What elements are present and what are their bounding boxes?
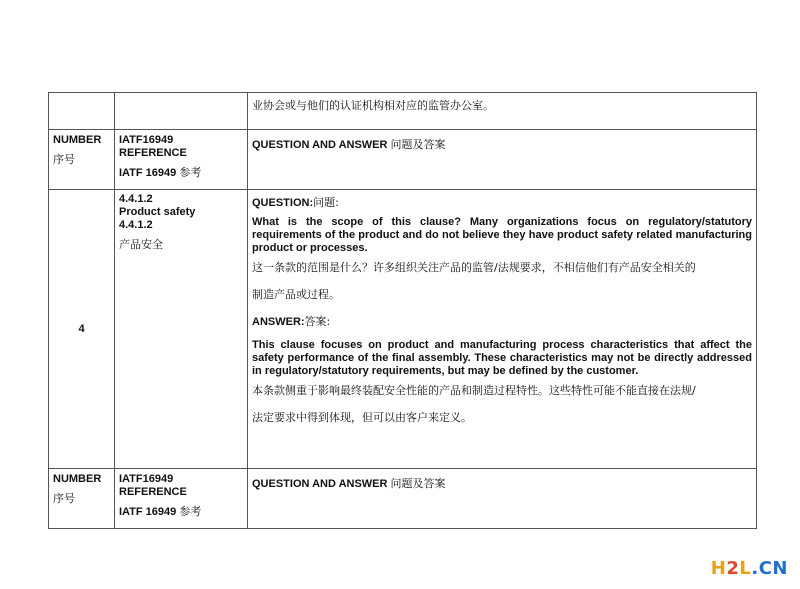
question-label-cn: 问题:: [313, 196, 339, 209]
ref-line2: REFERENCE: [119, 147, 187, 159]
number-label: NUMBER: [53, 134, 102, 146]
ref-line3-en: IATF 16949: [119, 506, 177, 518]
clause-number: 4.4.1.2: [119, 193, 153, 205]
question-text-cn-line2: 制造产品或过程。: [252, 288, 340, 301]
answer-text-cn-line2: 法定要求中得到体现，但可以由客户来定义。: [252, 411, 472, 424]
watermark-cn: .CN: [751, 558, 788, 579]
item-number: 4: [49, 190, 115, 469]
header2-qa-cell: [248, 469, 757, 529]
continued-text: 业协会或与他们的认证机构相对应的监管办公室。: [252, 99, 494, 112]
header-row: [49, 130, 757, 190]
header2-ref-cell: [115, 469, 248, 529]
site-watermark-logo: [711, 558, 788, 579]
qa-heading-en: QUESTION AND ANSWER: [252, 478, 388, 490]
continued-row: [49, 93, 757, 130]
header-row-repeat: [49, 469, 757, 529]
answer-text-cn-line1: 本条款侧重于影响最终装配安全性能的产品和制造过程特性。这些特性可能不能直接在法规/: [252, 384, 696, 397]
ref-line1: IATF16949: [119, 134, 174, 146]
item-ref-cell: [115, 190, 248, 469]
watermark-l: L: [739, 558, 752, 579]
answer-text-en: This clause focuses on product and manufacturing process characteristics that affect the safety performance of the final assembly. These characteristics may not be directly addressed in regulatory/statutory requirements, but may be defined by the customer.: [252, 339, 752, 377]
clause-title-cn: 产品安全: [119, 238, 163, 251]
question-text-cn-line1: 这一条款的范围是什么？许多组织关注产品的监管/法规要求，不相信他们有产品安全相关的: [252, 261, 696, 274]
item-row: [49, 190, 757, 469]
ref-line3-en: IATF 16949: [119, 167, 177, 179]
question-label: QUESTION:: [252, 197, 314, 209]
header-qa-cell: [248, 130, 757, 190]
header2-number-cell: [49, 469, 115, 529]
continued-text-cell: [248, 93, 757, 130]
clause-title: Product safety: [119, 206, 196, 218]
qa-heading-cn: 问题及答案: [390, 138, 446, 151]
ref-line3-cn: 参考: [179, 505, 202, 518]
number-label-cn: 序号: [53, 492, 75, 505]
qa-heading-en: QUESTION AND ANSWER: [252, 139, 388, 151]
ref-line3-cn: 参考: [179, 166, 202, 179]
question-text-en: What is the scope of this clause? Many organizations focus on regulatory/statutory requirements of the product and do not believe they have product safety related manufacturing product or processes.: [252, 216, 752, 254]
number-label-cn: 序号: [53, 153, 75, 166]
continued-number-cell: [49, 93, 115, 130]
header-ref-cell: [115, 130, 248, 190]
qa-table: [48, 92, 757, 529]
clause-number-repeat: 4.4.1.2: [119, 219, 153, 231]
answer-label-cn: 答案:: [304, 315, 331, 328]
ref-line1: IATF16949: [119, 473, 174, 485]
item-qa-cell: [248, 190, 757, 469]
header-number-cell: [49, 130, 115, 190]
number-label: NUMBER: [53, 473, 102, 485]
answer-label: ANSWER:: [252, 316, 305, 328]
qa-heading-cn: 问题及答案: [390, 477, 446, 490]
ref-line2: REFERENCE: [119, 486, 187, 498]
continued-ref-cell: [115, 93, 248, 130]
watermark-2: 2: [726, 558, 740, 579]
watermark-h: H: [710, 558, 727, 579]
